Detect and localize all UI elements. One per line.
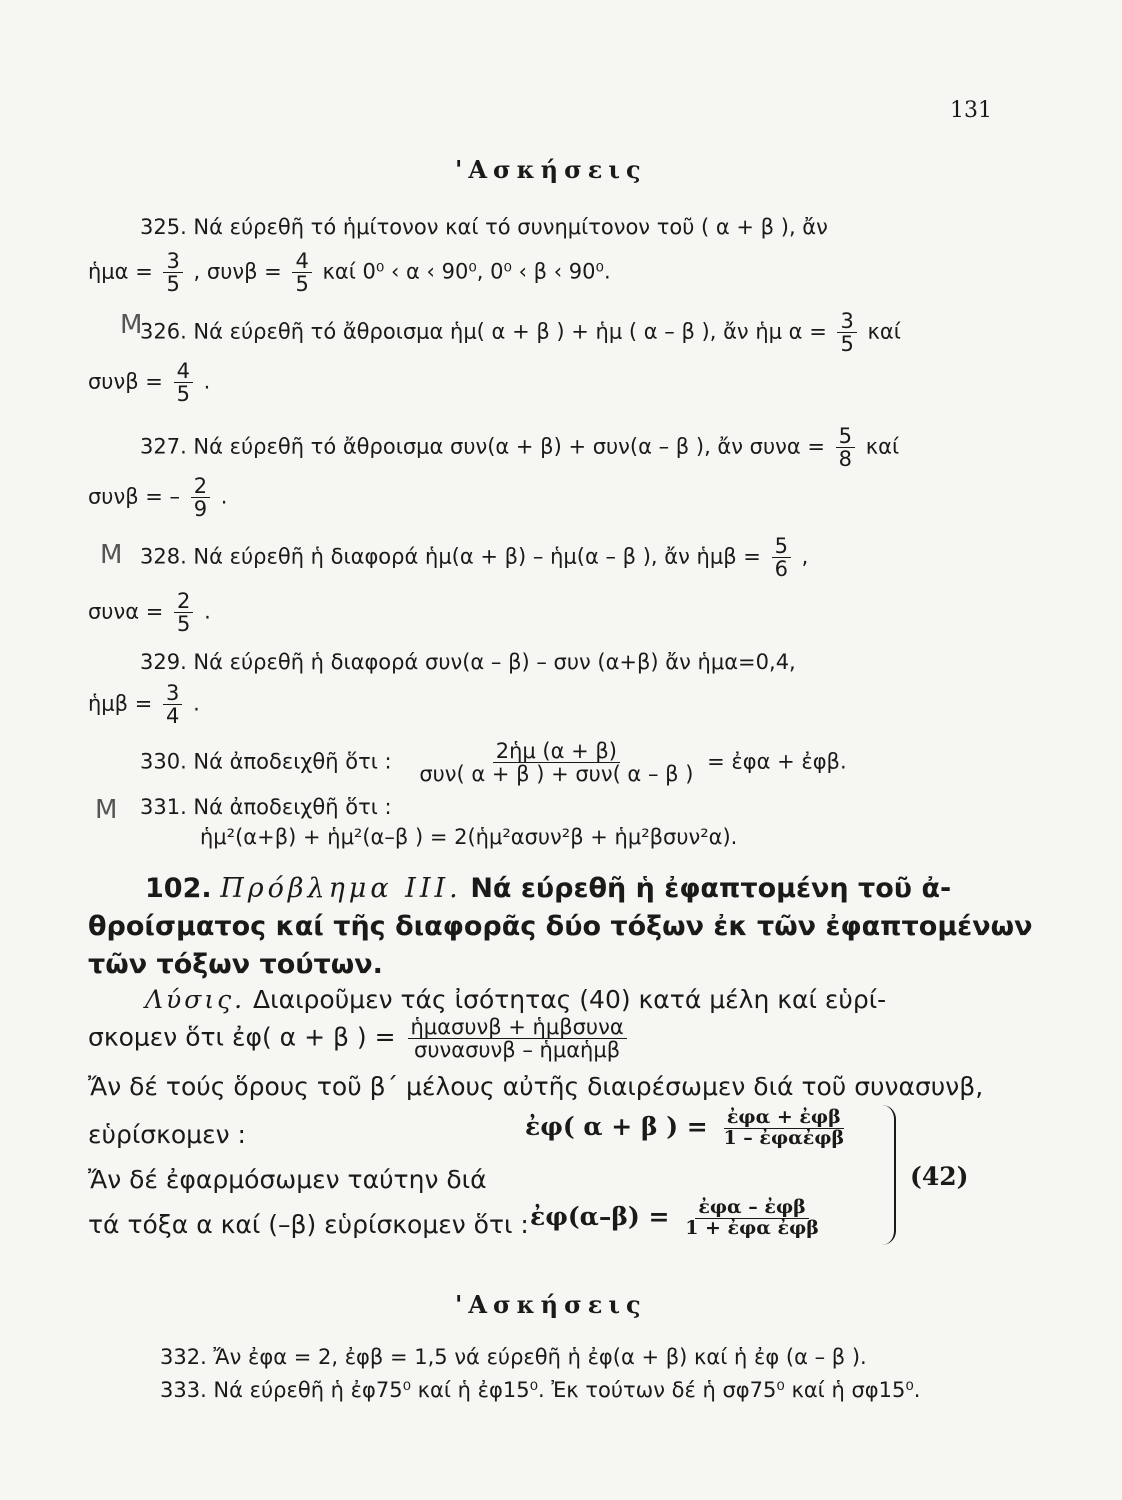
fraction xyxy=(682,1198,822,1239)
denominator: 5 xyxy=(177,612,191,637)
denominator: 5 xyxy=(840,332,854,357)
problem-102-line2 xyxy=(88,908,1032,946)
text: τῶν τόξων τούτων. xyxy=(88,949,383,980)
denominator: 6 xyxy=(774,557,788,582)
equation-number: (42) xyxy=(910,1162,969,1191)
exercises-heading-2: 'Ασκήσεις xyxy=(455,1290,647,1319)
solution-line6: τά τόξα α καί (–β) εὑρίσκομεν ὅτι : xyxy=(88,1210,529,1239)
exercise-331-line1: 331. Νά ἀποδειχθῆ ὅτι : xyxy=(140,795,392,819)
fraction xyxy=(836,425,855,470)
text: Διαιροῦμεν τάς ἰσότητας (40) κατά μέλη καί εὑρί- xyxy=(253,985,887,1014)
numerator: 5 xyxy=(836,425,855,448)
fraction xyxy=(292,250,311,295)
margin-mark: M xyxy=(120,310,143,340)
solution-line4: εὑρίσκομεν : xyxy=(88,1120,246,1149)
denominator: 5 xyxy=(176,382,190,407)
text: . xyxy=(220,484,228,509)
solution-line3: Ἄν δέ τούς ὅρους τοῦ β΄ μέλους αὐτῆς διαιρέσωμεν διά τοῦ συνασυνβ, xyxy=(88,1072,984,1101)
text: , συνβ = xyxy=(193,259,282,284)
margin-mark: M xyxy=(95,795,118,825)
exercise-326-line1 xyxy=(140,310,901,355)
exercise-327-line2 xyxy=(88,475,227,520)
text: καί 0⁰ ‹ α ‹ 90⁰, 0⁰ ‹ β ‹ 90⁰. xyxy=(322,259,611,284)
numerator: 5 xyxy=(772,535,791,558)
equation-42a xyxy=(525,1108,851,1149)
denominator: 1 – ἐφαἐφβ xyxy=(723,1126,845,1149)
solution-line2 xyxy=(88,1016,631,1061)
numerator: 2 xyxy=(174,590,193,613)
exercise-332: 332. Ἄν ἐφα = 2, ἐφβ = 1,5 νά εύρεθῆ ἡ ἐφ(α + β) καί ἡ ἐφ (α – β ). xyxy=(160,1345,867,1369)
text: ἡμα = xyxy=(88,259,153,284)
text: συνβ = xyxy=(88,369,163,394)
text: . xyxy=(193,691,200,716)
exercise-333: 333. Νά εύρεθῆ ἡ ἐφ75⁰ καί ἡ ἐφ15⁰. Ἐκ τούτων δέ ἡ σφ75⁰ καί ἡ σφ15⁰. xyxy=(160,1378,921,1402)
text: ἐφ( α + β ) = xyxy=(525,1111,708,1141)
fraction xyxy=(163,250,182,295)
text: = ἐφα + ἐφβ. xyxy=(707,749,847,774)
fraction xyxy=(191,475,210,520)
problem-102-line3 xyxy=(88,946,383,984)
text: θροίσματος καί τῆς διαφορᾶς δύο τόξων ἐκ τῶν ἐφαπτομένων xyxy=(88,911,1033,942)
text: ἐφ(α–β) = xyxy=(530,1201,670,1231)
text: . xyxy=(203,369,211,394)
numerator: 3 xyxy=(163,250,182,273)
equation-42b xyxy=(530,1198,826,1239)
text: συνβ = – xyxy=(88,484,181,509)
right-brace xyxy=(880,1105,896,1245)
denominator: 4 xyxy=(166,704,180,729)
text: 328. Νά εύρεθῆ ἡ διαφορά ἡμ(α + β) – ἡμ(α – β ), ἄν ἡμβ = xyxy=(140,544,761,569)
fraction xyxy=(163,682,182,727)
text: ἡμβ = xyxy=(88,691,153,716)
fraction xyxy=(174,360,193,405)
denominator: συν( α + β ) + συν( α – β ) xyxy=(419,762,694,787)
exercise-328-line1 xyxy=(140,535,808,580)
text: 326. Νά εύρεθῆ τό ἄθροισμα ἡμ( α + β ) + ἡμ ( α – β ), ἄν ἡμ α = xyxy=(140,319,827,344)
text: . xyxy=(204,599,211,624)
denominator: 8 xyxy=(838,447,853,472)
numerator: 3 xyxy=(163,682,182,705)
solution-label: Λύσις. xyxy=(145,985,246,1014)
numerator: ἐφα + ἐφβ xyxy=(724,1108,844,1129)
text: συνα = xyxy=(88,599,164,624)
numerator: 2 xyxy=(191,475,210,498)
exercise-329-line1: 329. Νά εύρεθῆ ἡ διαφορά συν(α – β) – συν (α+β) ἄν ἡμα=0,4, xyxy=(140,650,796,674)
text: , xyxy=(801,544,809,569)
exercise-328-line2 xyxy=(88,590,211,635)
problem-number: 102. xyxy=(145,873,212,904)
denominator: 1 + ἐφα ἐφβ xyxy=(685,1216,819,1239)
text: 330. Νά ἀποδειχθῆ ὅτι : xyxy=(140,749,392,774)
exercise-331-line2: ἡμ²(α+β) + ἡμ²(α–β ) = 2(ἡμ²ασυν²β + ἡμ²βσυν²α). xyxy=(200,825,738,849)
fraction xyxy=(416,740,696,785)
exercises-heading: 'Ασκήσεις xyxy=(455,155,647,184)
fraction xyxy=(408,1016,627,1061)
text: Νά εύρεθῆ ἡ ἐφαπτομένη τοῦ ἀ- xyxy=(470,873,952,904)
denominator: 9 xyxy=(193,497,208,522)
numerator: 3 xyxy=(837,310,856,333)
fraction xyxy=(174,590,193,635)
exercise-327-line1 xyxy=(140,425,899,470)
numerator: 2ἡμ (α + β) xyxy=(493,740,620,763)
fraction xyxy=(720,1108,847,1149)
fraction xyxy=(772,535,791,580)
numerator: ἡμασυνβ + ἡμβσυνα xyxy=(408,1016,627,1039)
text: 327. Νά εύρεθῆ τό ἄθροισμα συν(α + β) + συν(α – β ), ἄν συνα = xyxy=(140,434,825,459)
exercise-326-line2 xyxy=(88,360,210,405)
problem-title: Πρόβλημα III. xyxy=(220,873,462,904)
text: καί xyxy=(865,434,900,459)
numerator: 4 xyxy=(174,360,193,383)
exercise-325-line2 xyxy=(88,250,611,295)
fraction xyxy=(837,310,856,355)
solution-line5: Ἄν δέ ἐφαρμόσωμεν ταύτην διά xyxy=(88,1165,487,1194)
exercise-329-line2 xyxy=(88,682,200,727)
solution-line1 xyxy=(145,985,886,1014)
exercise-325-line1: 325. Νά εύρεθῆ τό ἡμίτονον καί τό συνημίτονον τοῦ ( α + β ), ἄν xyxy=(140,215,828,239)
numerator: 4 xyxy=(292,250,311,273)
denominator: 5 xyxy=(166,272,180,297)
page-number: 131 xyxy=(950,98,992,123)
text: καί xyxy=(867,319,901,344)
numerator: ἐφα – ἐφβ xyxy=(695,1198,808,1219)
exercise-330 xyxy=(140,740,847,785)
text: σκομεν ὅτι ἐφ( α + β ) = xyxy=(88,1022,396,1052)
denominator: 5 xyxy=(295,272,309,297)
denominator: συνασυνβ – ἡμαἡμβ xyxy=(414,1038,621,1063)
margin-mark: M xyxy=(100,540,123,570)
problem-102-line1 xyxy=(145,870,951,908)
